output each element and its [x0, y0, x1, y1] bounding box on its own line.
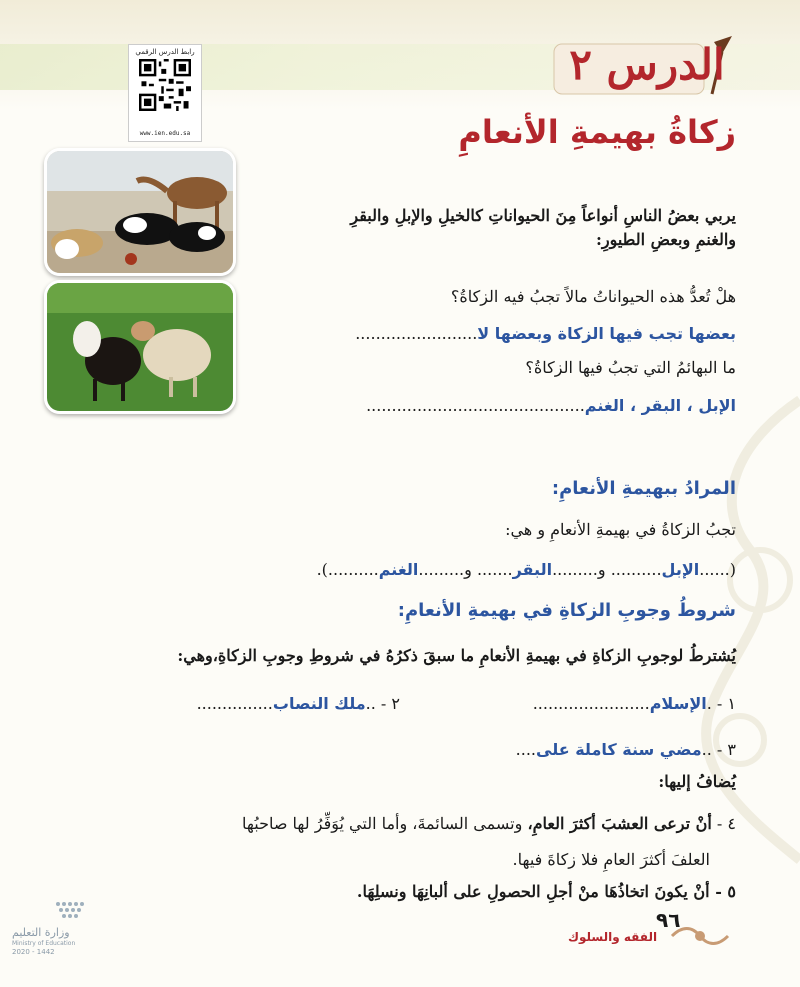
- qr-code-icon: [139, 59, 191, 111]
- ministry-logo: [12, 898, 122, 958]
- condition-3-num: ٣ -: [716, 740, 736, 759]
- ministry-emblem-icon: [52, 898, 92, 924]
- question-1: هلْ تُعدُّ هذه الحيواناتُ مالاً تجبُ فيه الزكاةُ؟: [450, 287, 736, 306]
- fill-answer-cows: البقر: [512, 560, 553, 579]
- section-1-line: تجبُ الزكاةُ في بهيمةِ الأنعامِ و هي:: [505, 520, 736, 539]
- page-title: زكاةُ بهيمةِ الأنعامِ: [458, 113, 736, 151]
- qr-caption: رابط الدرس الرقمي: [135, 48, 195, 56]
- condition-1-answer: الإسلام: [649, 694, 707, 713]
- section-1-fill: (......الإبل.......... و.........البقر....... و.........الغنم..........).: [316, 560, 736, 579]
- fill-answer-sheep: الغنم: [378, 560, 419, 579]
- condition-4-rest: وتسمى السائمةَ، وأما التي يُوَفِّرُ لها صاحبُها: [242, 814, 523, 833]
- ministry-name-en: Ministry of Education: [12, 940, 76, 947]
- condition-5-num: ٥ -: [715, 882, 736, 901]
- livestock-photo: [44, 148, 236, 276]
- condition-4-lead: أنْ ترعى العشبَ أكثرَ العامِ،: [527, 814, 712, 833]
- edition-year: 2020 - 1442: [12, 948, 55, 956]
- condition-5-text: أنْ يكونَ اتخاذُهَا منْ أجلِ الحصولِ على ألبانِهَا ونسلِهَا.: [356, 882, 710, 901]
- condition-4-num: ٤ -: [716, 814, 736, 833]
- intro-line-2: والغنمِ وبعضِ الطيورِ:: [595, 230, 736, 249]
- added-conditions-label: يُضافُ إليها:: [658, 772, 736, 791]
- fill-and-1: و: [597, 560, 606, 579]
- fill-close: ).: [316, 560, 328, 579]
- lesson-label: الدرس ٢: [569, 40, 725, 89]
- condition-2-num: ٢ -: [380, 694, 400, 713]
- condition-2-answer: ملك النصاب: [272, 694, 366, 713]
- ministry-name: وزارة التعليم: [12, 926, 70, 939]
- intro-text: [240, 204, 736, 252]
- condition-1-num: ١ -: [716, 694, 736, 713]
- condition-3: ٣ - ..مضي سنة كاملة على....: [515, 740, 736, 759]
- intro-line-1: يربي بعضُ الناسِ أنواعاً مِنَ الحيواناتِ كالخيلِ والإبلِ والبقرِ: [350, 206, 736, 225]
- answer-1-line: [240, 322, 736, 346]
- answer-1-dots: ........................: [355, 324, 478, 343]
- condition-5: [200, 880, 736, 904]
- fill-open: (: [729, 560, 736, 579]
- answer-1: بعضها تجب فيها الزكاة وبعضها لا: [477, 324, 736, 343]
- condition-4: [90, 812, 736, 836]
- answer-2-dots: ...........................................: [366, 396, 585, 415]
- condition-4-line-2: العلفَ أكثرَ العامِ فلا زكاةَ فيها.: [512, 850, 710, 869]
- condition-3-answer: مضي سنة كاملة على: [536, 740, 702, 759]
- section-2-heading: شروطُ وجوبِ الزكاةِ في بهيمةِ الأنعامِ:: [397, 600, 736, 621]
- fill-and-2: و: [464, 560, 472, 579]
- condition-2: ٢ - ..ملك النصاب...............: [196, 694, 400, 713]
- condition-1: ١ - .الإسلام.......................: [532, 694, 736, 713]
- section-1-heading: المرادُ ببهيمةِ الأنعامِ:: [551, 478, 736, 499]
- answer-2: الإبل ، البقر ، الغنم: [584, 396, 736, 415]
- sheep-photo: [44, 280, 236, 414]
- section-2-line: يُشترطُ لوجوبِ الزكاةِ في بهيمةِ الأنعامِ ما سبقَ ذكرُهُ في شروطِ وجوبِ الزكاةِ،وهي:: [177, 646, 736, 665]
- page-number: ٩٦: [656, 908, 681, 932]
- subject-name: الفقه والسلوك: [568, 930, 658, 944]
- side-ornament: [650, 380, 800, 880]
- qr-url: www.ien.edu.sa: [139, 130, 191, 137]
- question-2: ما البهائمُ التي تجبُ فيها الزكاةُ؟: [525, 358, 736, 377]
- fill-answer-camels: الإبل: [661, 560, 700, 579]
- qr-code-card[interactable]: [128, 44, 202, 142]
- answer-2-line: [240, 394, 736, 418]
